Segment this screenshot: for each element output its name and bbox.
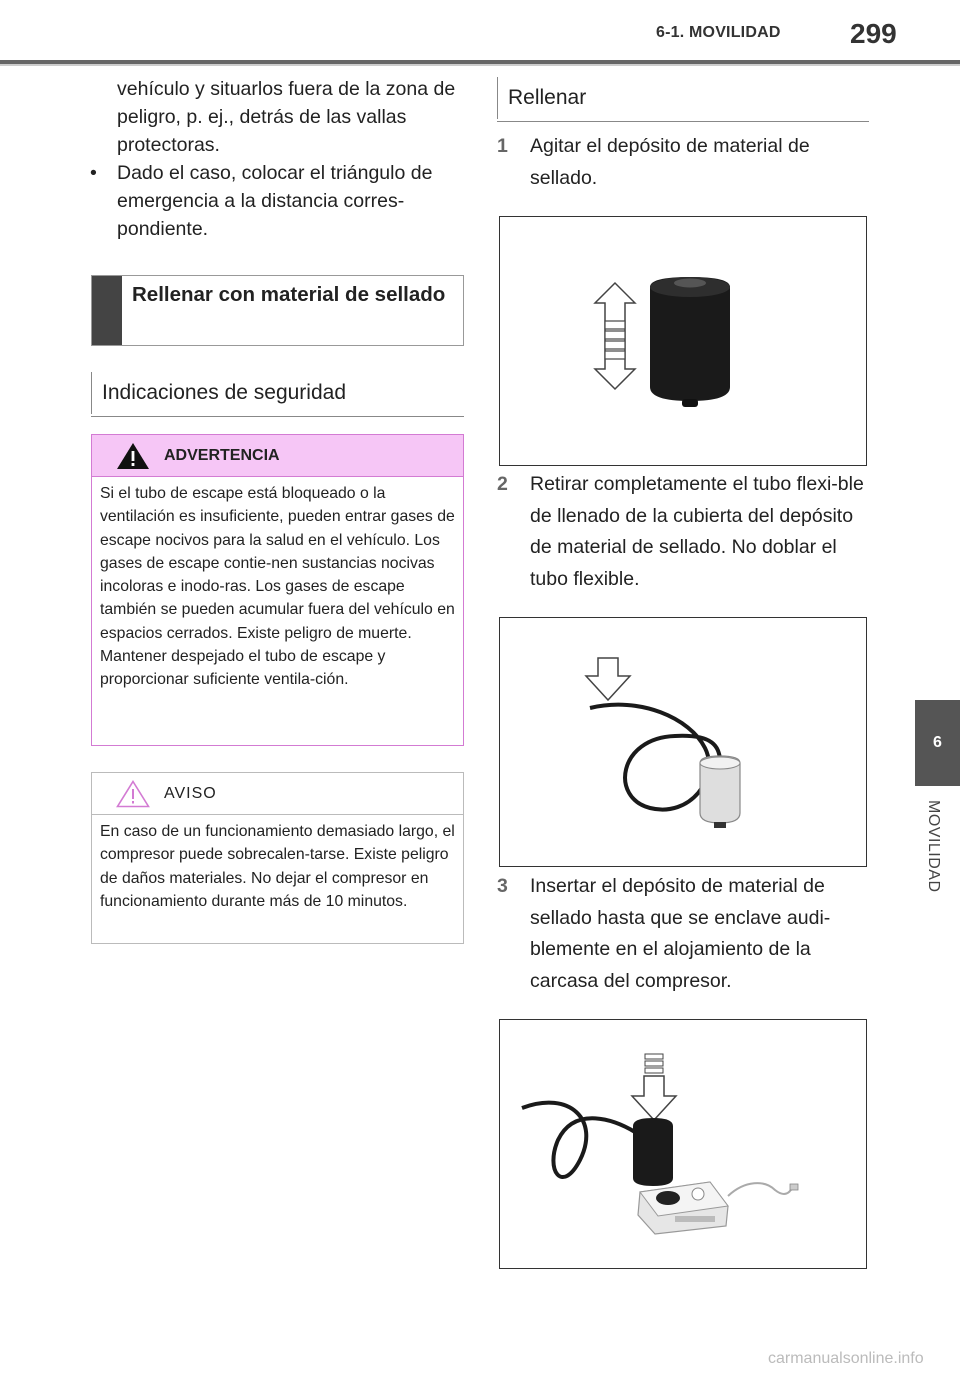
subheading-safety-rule xyxy=(91,416,464,417)
header-rule-shadow xyxy=(0,64,960,66)
step-item xyxy=(497,131,869,194)
caution-triangle-icon xyxy=(116,780,150,808)
chapter-tab[interactable] xyxy=(915,700,960,786)
shake-container-illustration xyxy=(500,217,868,467)
warning-title: ADVERTENCIA xyxy=(164,446,280,464)
continuation-paragraph: vehículo y situarlos fuera de la zona de peligro, p. ej., detrás de las vallas protectoras. xyxy=(117,78,456,156)
step-item xyxy=(497,871,869,997)
footer-watermark: carmanualsonline.info xyxy=(768,1350,924,1367)
subheading-fill-text: Rellenar xyxy=(508,86,587,109)
step-text: Retirar completamente el tubo flexi-ble de llenado de la cubierta del depósito de material de sellado. No doblar el tubo flexible. xyxy=(530,473,864,590)
step-number: 3 xyxy=(497,875,508,897)
warning-box xyxy=(91,434,464,746)
subheading-fill-rule xyxy=(497,121,869,122)
step-item xyxy=(497,469,869,595)
chapter-tab-label: MOVILIDAD xyxy=(925,800,942,893)
notice-title: AVISO xyxy=(164,784,217,802)
notice-header xyxy=(92,773,463,815)
section-heading: Rellenar con material de sellado xyxy=(132,283,446,306)
remove-hose-illustration xyxy=(500,618,868,868)
notice-box xyxy=(91,772,464,944)
warning-triangle-icon xyxy=(116,442,150,470)
section-title: 6-1. MOVILIDAD xyxy=(656,24,781,41)
subheading-safety-text: Indicaciones de seguridad xyxy=(102,381,347,404)
figure-remove-hose xyxy=(499,617,867,867)
section-heading-box xyxy=(91,275,464,346)
bullet-marker: • xyxy=(90,162,97,184)
step-text: Insertar el depósito de material de sellado hasta que se enclave audi-blemente en el alojamiento de la carcasa del compresor. xyxy=(530,875,831,992)
page-number: 299 xyxy=(850,18,897,49)
step-number: 2 xyxy=(497,473,508,495)
section-heading-bar xyxy=(92,276,122,345)
warning-text: Si el tubo de escape está bloqueado o la ventilación es insuficiente, pueden entrar gases de escape nocivos para la salud en el vehículo. Los gases de escape contie-nen sustancias nocivas incoloras e inodo-ras. Los gases de escape también se pueden acumular fuera del vehículo en espacios cerrados. Existe peligro de muerte. Mantener despejado el tubo de escape y proporcionar suficiente ventila-ción. xyxy=(100,485,455,689)
step-number: 1 xyxy=(497,135,508,157)
figure-insert-container xyxy=(499,1019,867,1269)
bullet-text: Dado el caso, colocar el triángulo de emergencia a la distancia corres-pondiente. xyxy=(117,162,433,240)
insert-container-illustration xyxy=(500,1020,868,1270)
notice-text: En caso de un funcionamiento demasiado largo, el compresor puede sobrecalen-tarse. Existe peligro de daños materiales. No dejar el compresor en funcionamiento durante más de 10 minutos. xyxy=(100,823,455,910)
subheading-fill xyxy=(497,77,869,119)
warning-header xyxy=(92,435,463,477)
list-item xyxy=(90,159,462,243)
chapter-tab-number: 6 xyxy=(933,734,942,751)
figure-shake-container xyxy=(499,216,867,466)
subheading-safety xyxy=(91,372,464,414)
step-text: Agitar el depósito de material de sellado. xyxy=(530,135,810,189)
